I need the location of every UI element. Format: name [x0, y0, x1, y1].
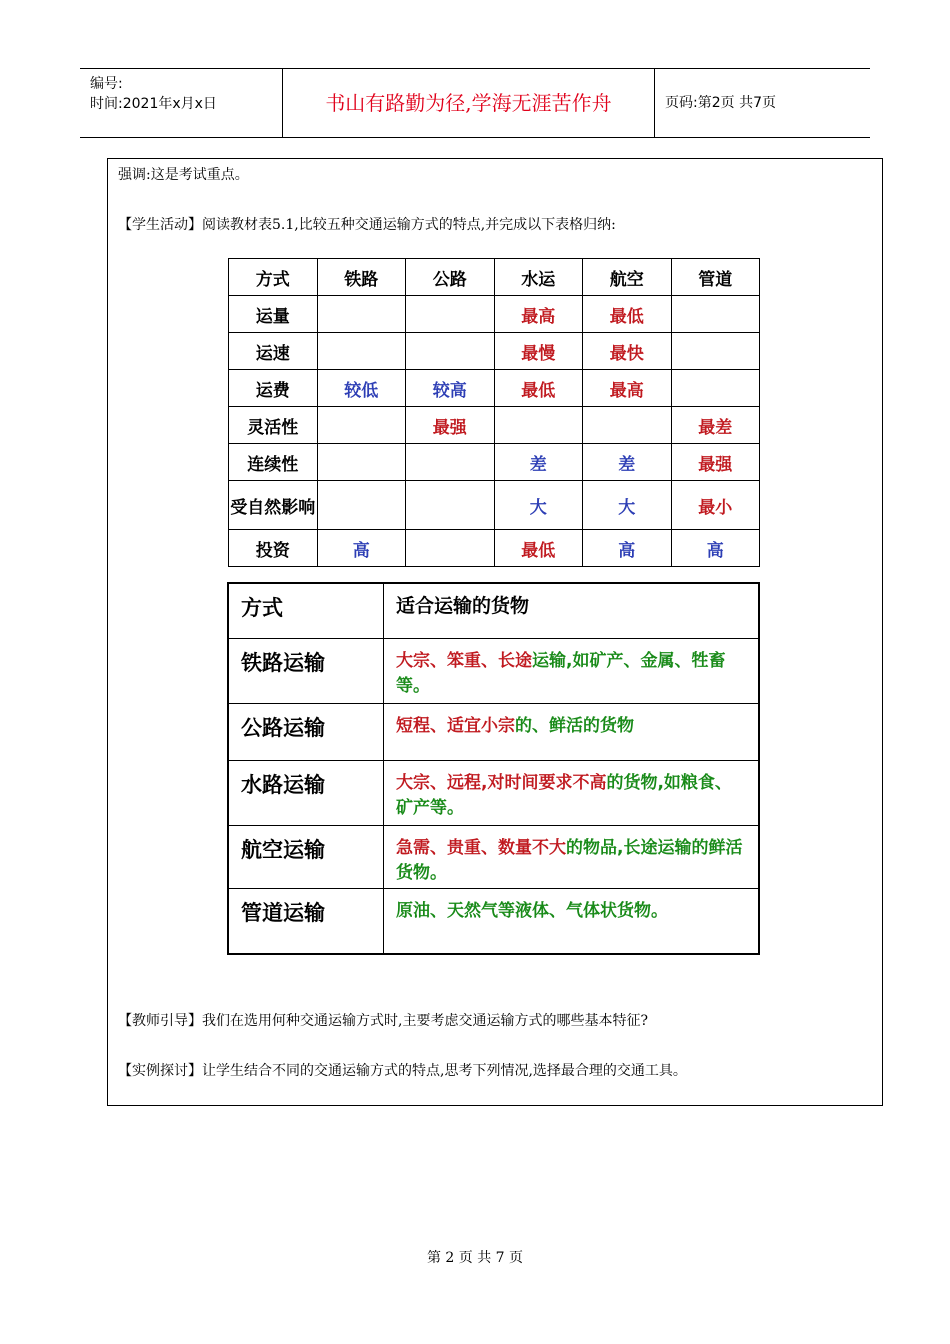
table-cell: 最小 [671, 481, 760, 530]
table-cell [406, 333, 495, 370]
table-cell: 高 [583, 530, 672, 567]
number-label: 编号: [90, 76, 123, 92]
table-cell: 最差 [671, 407, 760, 444]
row-label: 运量 [229, 296, 318, 333]
row-label: 运速 [229, 333, 318, 370]
row-label: 连续性 [229, 444, 318, 481]
table-cell [671, 296, 760, 333]
table-cell [406, 481, 495, 530]
table-cell: 高 [317, 530, 406, 567]
row-label: 运费 [229, 370, 318, 407]
cargo-cell [384, 704, 760, 761]
cargo-cell [384, 761, 760, 826]
table-row [229, 407, 760, 444]
table-row [229, 444, 760, 481]
header-cell: 管道 [671, 259, 760, 296]
detail-text: 原油、天然气等液体、气体状货物。 [396, 901, 668, 921]
cargo-table [227, 582, 760, 955]
table-cell [583, 407, 672, 444]
table-row [228, 826, 759, 889]
cargo-cell [384, 889, 760, 955]
table-row [229, 296, 760, 333]
row-label: 受自然影响 [229, 481, 318, 530]
header-cell: 方式 [228, 583, 384, 639]
table-cell: 大 [494, 481, 583, 530]
table-row [229, 370, 760, 407]
table-row [228, 889, 759, 955]
cargo-cell [384, 826, 760, 889]
detail-text: 的货物,如粮食、矿产等。 [396, 773, 732, 818]
detail-text: 的物品,长途运输的鲜活货物。 [396, 838, 743, 883]
page-header [80, 68, 870, 138]
table-row [229, 333, 760, 370]
table-cell [317, 333, 406, 370]
key-text: 大宗、远程,对时间要求不高 [396, 773, 607, 793]
case-study-text: 【实例探讨】让学生结合不同的交通运输方式的特点,思考下列情况,选择最合理的交通工具。 [118, 1063, 687, 1079]
motto: 书山有路勤为径,学海无涯苦作舟 [283, 69, 655, 137]
cargo-cell [384, 639, 760, 704]
table-row [228, 704, 759, 761]
table-cell: 较高 [406, 370, 495, 407]
table-cell [317, 444, 406, 481]
key-text: 大宗、笨重、长途 [396, 651, 532, 671]
table-cell [671, 370, 760, 407]
header-cell: 铁路 [317, 259, 406, 296]
table-row [229, 530, 760, 567]
key-text: 急需、贵重、数量不大 [396, 838, 566, 858]
page-footer: 第 2 页 共 7 页 [426, 1250, 524, 1266]
table-cell: 最高 [494, 296, 583, 333]
mode-cell: 航空运输 [228, 826, 384, 889]
table-cell: 最强 [406, 407, 495, 444]
table-cell [317, 407, 406, 444]
table-header-row [229, 259, 760, 296]
table-cell: 高 [671, 530, 760, 567]
table-cell [406, 530, 495, 567]
table-cell: 差 [583, 444, 672, 481]
header-cell: 航空 [583, 259, 672, 296]
mode-cell: 管道运输 [228, 889, 384, 955]
table-cell: 最快 [583, 333, 672, 370]
table-cell: 较低 [317, 370, 406, 407]
detail-text: 的、鲜活的货物 [515, 716, 634, 736]
table-cell: 最慢 [494, 333, 583, 370]
table-cell [406, 444, 495, 481]
header-meta [80, 69, 283, 137]
table-header-row [228, 583, 759, 639]
activity-text: 【学生活动】阅读教材表5.1,比较五种交通运输方式的特点,并完成以下表格归纳: [118, 217, 616, 233]
table-cell [494, 407, 583, 444]
table-cell: 最强 [671, 444, 760, 481]
table-cell [406, 296, 495, 333]
table-cell: 差 [494, 444, 583, 481]
row-label: 投资 [229, 530, 318, 567]
page-info: 页码:第2页 共7页 [665, 95, 776, 111]
table-cell: 最高 [583, 370, 672, 407]
teacher-guide-text: 【教师引导】我们在选用何种交通运输方式时,主要考虑交通运输方式的哪些基本特征? [118, 1013, 648, 1029]
header-cell: 公路 [406, 259, 495, 296]
detail-text: 运输,如矿产、金属、牲畜等。 [396, 651, 726, 696]
header-cell: 方式 [229, 259, 318, 296]
table-cell [317, 481, 406, 530]
table-cell [671, 333, 760, 370]
mode-cell: 铁路运输 [228, 639, 384, 704]
table-row [228, 761, 759, 826]
table-cell [317, 296, 406, 333]
mode-cell: 水路运输 [228, 761, 384, 826]
table-row [229, 481, 760, 530]
table-cell: 最低 [583, 296, 672, 333]
row-label: 灵活性 [229, 407, 318, 444]
time-label: 时间:2021年x月x日 [90, 96, 217, 112]
table-cell: 最低 [494, 370, 583, 407]
key-text: 短程、适宜小宗 [396, 716, 515, 736]
mode-cell: 公路运输 [228, 704, 384, 761]
table-cell: 大 [583, 481, 672, 530]
table-row [228, 639, 759, 704]
emphasis-text: 强调:这是考试重点。 [118, 167, 249, 183]
header-cell: 水运 [494, 259, 583, 296]
comparison-table [228, 258, 760, 567]
table-cell: 最低 [494, 530, 583, 567]
header-cell: 适合运输的货物 [384, 583, 760, 639]
